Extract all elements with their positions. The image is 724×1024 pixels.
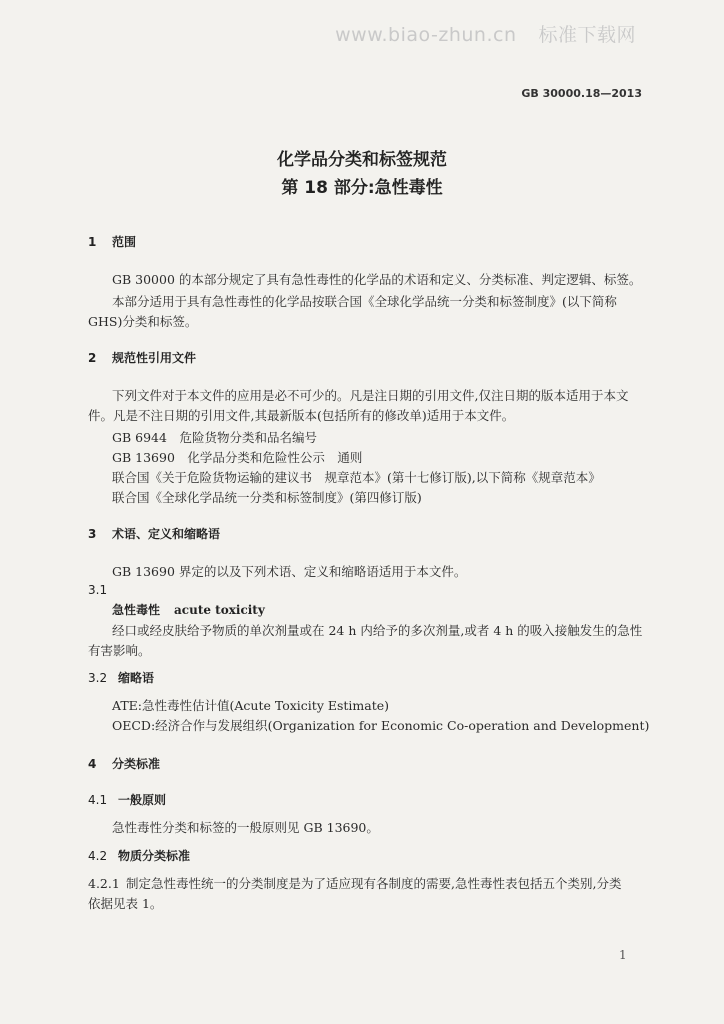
section-1-para-1: GB 30000 的本部分规定了具有急性毒性的化学品的术语和定义、分类标准、判定逻辑、标签。 xyxy=(112,272,642,287)
watermark xyxy=(335,20,636,47)
title-line-2: 第 18 部分:急性毒性 xyxy=(281,178,443,198)
section-2-heading: 2 规范性引用文件 xyxy=(88,351,197,365)
document-title xyxy=(0,146,724,202)
reference-2: GB 13690 化学品分类和危险性公示 通则 xyxy=(112,450,363,465)
term-3-1-definition-b: 有害影响。 xyxy=(88,643,151,658)
reference-3: 联合国《关于危险货物运输的建议书 规章范本》(第十七修订版),以下简称《规章范本》 xyxy=(112,470,601,485)
document-number: GB 30000.18—2013 xyxy=(521,87,642,100)
watermark-site: 标准下载网 xyxy=(538,24,636,46)
abbreviation-oecd: OECD:经济合作与发展组织(Organization for Economic Co-operation and Development) xyxy=(112,718,650,733)
clause-4-2-1-text-b: 依据见表 1。 xyxy=(88,896,163,911)
term-3-1-definition-a: 经口或经皮肤给予物质的单次剂量或在 24 h 内给予的多次剂量,或者 4 h 的吸入接触发生的急性 xyxy=(112,623,643,638)
page-number: 1 xyxy=(619,948,627,962)
clause-4-1-heading: 4.1 一般原则 xyxy=(88,793,167,807)
reference-4: 联合国《全球化学品统一分类和标签制度》(第四修订版) xyxy=(112,490,422,505)
section-1-heading: 1 范围 xyxy=(88,235,137,249)
section-1-para-2b: GHS)分类和标签。 xyxy=(88,314,198,329)
abbreviation-ate: ATE:急性毒性估计值(Acute Toxicity Estimate) xyxy=(112,698,390,713)
term-3-1: 急性毒性 acute toxicity xyxy=(112,603,265,617)
reference-1: GB 6944 危险货物分类和品名编号 xyxy=(112,430,317,445)
clause-3-2-heading: 3.2 缩略语 xyxy=(88,671,155,685)
section-2-para-1b: 件。凡是不注日期的引用文件,其最新版本(包括所有的修改单)适用于本文件。 xyxy=(88,408,515,423)
section-2-para-1a: 下列文件对于本文件的应用是必不可少的。凡是注日期的引用文件,仅注日期的版本适用于本文 xyxy=(112,388,629,403)
clause-4-2-1-text-a: 4.2.1 制定急性毒性统一的分类制度是为了适应现有各制度的需要,急性毒性表包括五个类别,分类 xyxy=(88,876,622,891)
section-3-para-1: GB 13690 界定的以及下列术语、定义和缩略语适用于本文件。 xyxy=(112,564,467,579)
section-3-heading: 3 术语、定义和缩略语 xyxy=(88,527,221,541)
clause-4-1-text: 急性毒性分类和标签的一般原则见 GB 13690。 xyxy=(112,820,379,835)
clause-3-1-number: 3.1 xyxy=(88,583,108,597)
title-line-1: 化学品分类和标签规范 xyxy=(277,150,447,170)
section-4-heading: 4 分类标准 xyxy=(88,757,161,771)
clause-4-2-heading: 4.2 物质分类标准 xyxy=(88,849,191,863)
watermark-url: www.biao-zhun.cn xyxy=(335,24,517,46)
section-1-para-2a: 本部分适用于具有急性毒性的化学品按联合国《全球化学品统一分类和标签制度》(以下简称 xyxy=(112,294,617,309)
